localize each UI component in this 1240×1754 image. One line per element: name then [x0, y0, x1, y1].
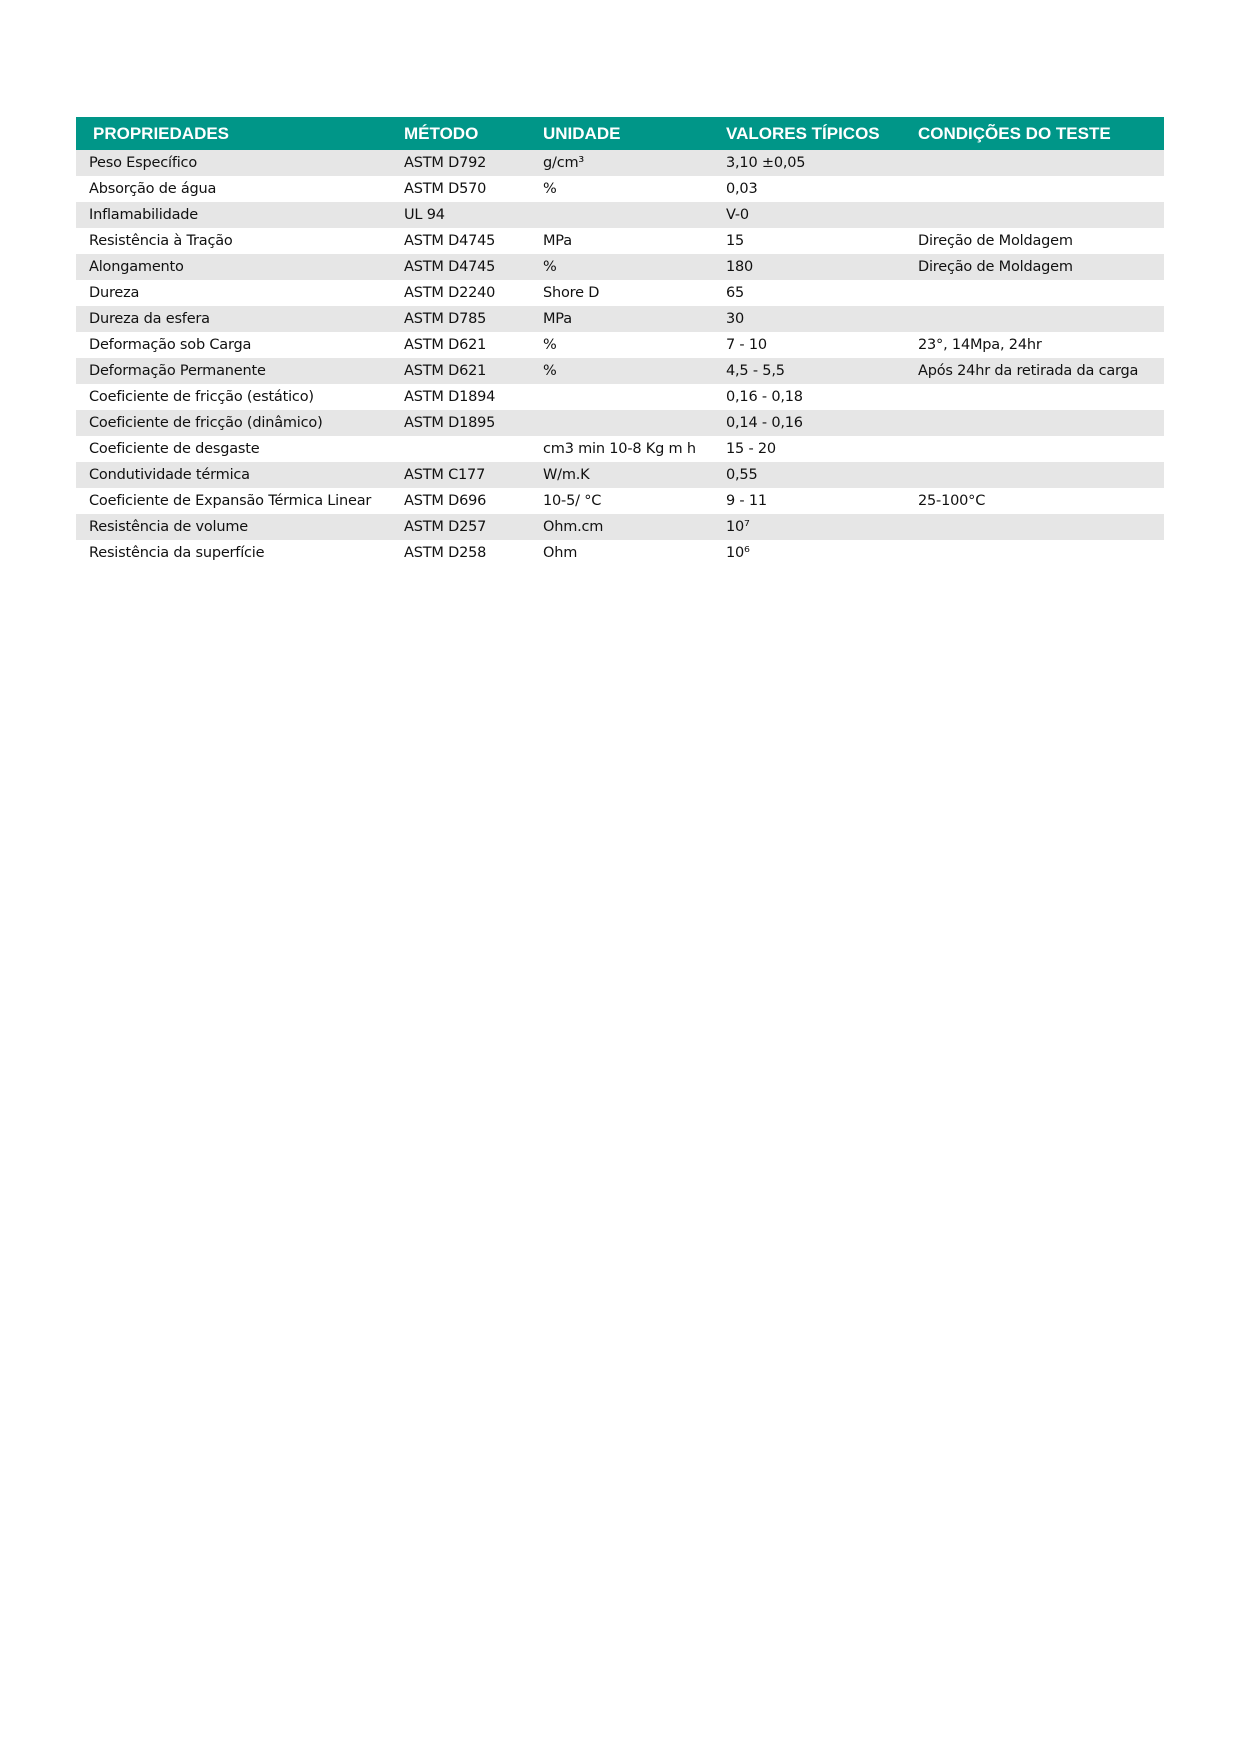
header-valores-tipicos: VALORES TÍPICOS: [726, 123, 880, 143]
table-row: [76, 306, 1164, 332]
test-condition-cell: [918, 540, 1164, 566]
properties-sheet: [76, 117, 1164, 566]
typical-value-cell: 0,14 - 0,16: [726, 415, 803, 431]
property-cell: Alongamento: [89, 259, 184, 275]
typical-value-cell: 9 - 11: [726, 493, 767, 509]
table-row: [76, 358, 1164, 384]
unit-cell: 10-5/ °C: [543, 493, 602, 509]
method-cell: ASTM D1894: [404, 389, 496, 405]
table-row: [76, 488, 1164, 514]
header-propriedades: PROPRIEDADES: [93, 123, 230, 143]
typical-value-cell: 10⁶: [726, 545, 750, 561]
test-condition-cell: [918, 514, 1164, 540]
typical-value-cell: 10⁷: [726, 519, 750, 535]
table-row: [76, 384, 1164, 410]
property-cell: Absorção de água: [89, 181, 217, 197]
unit-cell: MPa: [543, 233, 572, 249]
unit-cell: Ohm.cm: [543, 519, 604, 535]
property-cell: Deformação Permanente: [89, 363, 266, 379]
unit-cell: [543, 410, 726, 436]
header-metodo: MÉTODO: [404, 123, 479, 143]
test-condition-cell: [918, 150, 1164, 176]
table-row: [76, 436, 1164, 462]
property-cell: Resistência da superfície: [89, 545, 265, 561]
test-condition-cell: 23°, 14Mpa, 24hr: [918, 337, 1042, 353]
test-condition-cell: Direção de Moldagem: [918, 259, 1073, 275]
method-cell: ASTM D1895: [404, 415, 496, 431]
method-cell: ASTM D258: [404, 545, 487, 561]
unit-cell: %: [543, 259, 557, 275]
test-condition-cell: [918, 202, 1164, 228]
test-condition-cell: [918, 384, 1164, 410]
typical-value-cell: 7 - 10: [726, 337, 767, 353]
header-row: [76, 117, 1164, 150]
property-cell: Condutividade térmica: [89, 467, 250, 483]
method-cell: ASTM D621: [404, 337, 487, 353]
property-cell: Deformação sob Carga: [89, 337, 252, 353]
unit-cell: %: [543, 337, 557, 353]
typical-value-cell: 0,16 - 0,18: [726, 389, 803, 405]
test-condition-cell: [918, 306, 1164, 332]
test-condition-cell: [918, 176, 1164, 202]
method-cell: ASTM C177: [404, 467, 486, 483]
typical-value-cell: 4,5 - 5,5: [726, 363, 785, 379]
unit-cell: Ohm: [543, 545, 578, 561]
unit-cell: %: [543, 181, 557, 197]
typical-value-cell: 0,03: [726, 181, 758, 197]
table-row: [76, 202, 1164, 228]
property-cell: Coeficiente de desgaste: [89, 441, 260, 457]
table-row: [76, 280, 1164, 306]
test-condition-cell: Direção de Moldagem: [918, 233, 1073, 249]
header-unidade: UNIDADE: [543, 123, 621, 143]
unit-cell: g/cm³: [543, 155, 584, 171]
method-cell: ASTM D696: [404, 493, 487, 509]
property-cell: Coeficiente de Expansão Térmica Linear: [89, 493, 372, 509]
method-cell: [404, 436, 543, 462]
typical-value-cell: 3,10 ±0,05: [726, 155, 806, 171]
table-body: [76, 150, 1164, 566]
typical-value-cell: 15 - 20: [726, 441, 776, 457]
method-cell: ASTM D785: [404, 311, 487, 327]
unit-cell: MPa: [543, 311, 572, 327]
property-cell: Inflamabilidade: [89, 207, 198, 223]
method-cell: ASTM D621: [404, 363, 487, 379]
method-cell: ASTM D2240: [404, 285, 496, 301]
test-condition-cell: Após 24hr da retirada da carga: [918, 363, 1139, 379]
method-cell: ASTM D792: [404, 155, 487, 171]
table-row: [76, 228, 1164, 254]
table-row: [76, 540, 1164, 566]
typical-value-cell: V-0: [726, 207, 749, 223]
table-row: [76, 150, 1164, 176]
table-row: [76, 514, 1164, 540]
unit-cell: %: [543, 363, 557, 379]
method-cell: ASTM D4745: [404, 259, 496, 275]
table-row: [76, 462, 1164, 488]
property-cell: Resistência à Tração: [89, 233, 233, 249]
typical-value-cell: 15: [726, 233, 745, 249]
test-condition-cell: [918, 410, 1164, 436]
property-cell: Resistência de volume: [89, 519, 249, 535]
typical-value-cell: 65: [726, 285, 745, 301]
unit-cell: cm3 min 10-8 Kg m h: [543, 441, 696, 457]
properties-table: [76, 117, 1164, 566]
header-condicoes-do-teste: CONDIÇÕES DO TESTE: [918, 123, 1111, 143]
unit-cell: Shore D: [543, 285, 600, 301]
table-header: [76, 117, 1164, 150]
unit-cell: [543, 202, 726, 228]
table-row: [76, 410, 1164, 436]
typical-value-cell: 0,55: [726, 467, 758, 483]
table-row: [76, 332, 1164, 358]
unit-cell: [543, 384, 726, 410]
test-condition-cell: [918, 462, 1164, 488]
test-condition-cell: [918, 436, 1164, 462]
table-row: [76, 254, 1164, 280]
property-cell: Coeficiente de fricção (dinâmico): [89, 415, 323, 431]
property-cell: Dureza da esfera: [89, 311, 210, 327]
property-cell: Coeficiente de fricção (estático): [89, 389, 314, 405]
method-cell: ASTM D570: [404, 181, 487, 197]
test-condition-cell: 25-100°C: [918, 493, 986, 509]
typical-value-cell: 30: [726, 311, 745, 327]
method-cell: ASTM D257: [404, 519, 487, 535]
property-cell: Peso Específico: [89, 155, 198, 171]
method-cell: UL 94: [404, 207, 445, 223]
test-condition-cell: [918, 280, 1164, 306]
typical-value-cell: 180: [726, 259, 754, 275]
table-row: [76, 176, 1164, 202]
method-cell: ASTM D4745: [404, 233, 496, 249]
property-cell: Dureza: [89, 285, 140, 301]
unit-cell: W/m.K: [543, 467, 590, 483]
